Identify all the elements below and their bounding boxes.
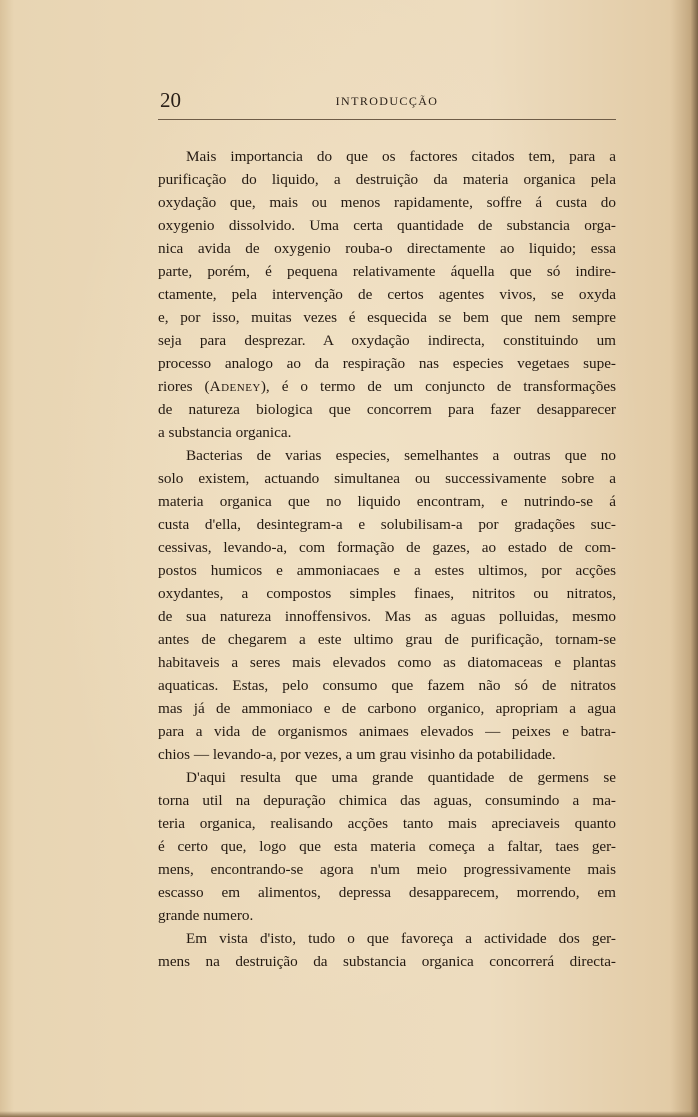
text-line: Bacterias de varias especies, semelhantes a outras que no	[186, 447, 616, 464]
text-line: antes de chegarem a este ultimo grau de purificação, tornam-se	[158, 631, 616, 648]
text-line: para a vida de organismos animaes elevados — peixes e batra-	[158, 723, 616, 740]
text-line: mas já de ammoniaco e de carbono organico, apropriam a agua	[158, 700, 616, 717]
text-line: solo existem, actuando simultanea ou successivamente sobre a	[158, 470, 616, 487]
text-line: oxygenio dissolvido. Uma certa quantidade de substancia orga-	[158, 217, 616, 234]
text-line: ctamente, pela intervenção de certos agentes vivos, se oxyda	[158, 286, 616, 303]
text-line: oxydantes, a compostos simples finaes, nitritos ou nitratos,	[158, 585, 616, 602]
text-line: D'aqui resulta que uma grande quantidade de germens se	[186, 769, 616, 786]
text-line: mens, encontrando-se agora n'um meio progressivamente mais	[158, 861, 616, 878]
body-text	[158, 145, 616, 973]
running-head: INTRODUCÇÃO	[335, 94, 439, 108]
text-line: grande numero.	[158, 907, 254, 924]
text-line: habitaveis a seres mais elevados como as diatomaceas e plantas	[158, 654, 616, 671]
text-line: a substancia organica.	[158, 424, 292, 441]
text-line: aquaticas. Estas, pelo consumo que fazem não só de nitratos	[158, 677, 616, 694]
text-line: cessivas, levando-a, com formação de gazes, ao estado de com-	[158, 539, 616, 556]
text-line: oxydação que, mais ou menos rapidamente, soffre á custa do	[158, 194, 616, 211]
text-line: escasso em alimentos, depressa desapparecem, morrendo, em	[158, 884, 616, 901]
text-line: torna util na depuração chimica das aguas, consumindo a ma-	[158, 792, 616, 809]
text-line: nica avida de oxygenio rouba-o directamente ao liquido; essa	[158, 240, 616, 257]
text-line: purificação do liquido, a destruição da materia organica pela	[158, 171, 616, 188]
text-line: teria organica, realisando acções tanto mais apreciaveis quanto	[158, 815, 616, 832]
text-line: postos humicos e ammoniacaes e a estes ultimos, por acções	[158, 562, 616, 579]
paragraph-1	[158, 145, 616, 444]
header-rule	[158, 119, 616, 120]
text-line: seja para desprezar. A oxydação indirecta, constituindo um	[158, 332, 616, 349]
text-line: parte, porém, é pequena relativamente áquella que só indire-	[158, 263, 616, 280]
text-line: Em vista d'isto, tudo o que favoreça a actividade dos ger-	[186, 930, 616, 947]
text-line: mens na destruição da substancia organica concorrerá directa-	[158, 953, 616, 970]
author-name: Adeney	[209, 378, 261, 395]
text-fragment: riores (	[158, 378, 210, 395]
text-line	[158, 375, 616, 398]
page-bottom-shadow	[0, 1111, 698, 1117]
page-header	[158, 88, 616, 118]
paragraph-3	[158, 766, 616, 927]
paragraph-4	[158, 927, 616, 973]
text-line: materia organica que no liquido encontram, e nutrindo-se á	[158, 493, 616, 510]
text-line: chios — levando-a, por vezes, a um grau visinho da potabilidade.	[158, 746, 556, 763]
paragraph-2	[158, 444, 616, 766]
text-line: de natureza biologica que concorrem para fazer desapparecer	[158, 401, 616, 418]
text-line: e, por isso, muitas vezes é esquecida se bem que nem sempre	[158, 309, 616, 326]
text-fragment: ), é o termo de um conjuncto de transformações	[260, 378, 616, 395]
text-line: processo analogo ao da respiração nas especies vegetaes supe-	[158, 355, 616, 372]
text-line: de sua natureza innoffensivos. Mas as aguas polluidas, mesmo	[158, 608, 616, 625]
page-edge-shadow	[690, 0, 698, 1117]
text-line: é certo que, logo que esta materia começa a faltar, taes ger-	[158, 838, 616, 855]
text-line: custa d'ella, desintegram-a e solubilisam-a por gradações suc-	[158, 516, 616, 533]
text-line: Mais importancia do que os factores citados tem, para a	[186, 148, 616, 165]
page-number: 20	[160, 88, 181, 112]
